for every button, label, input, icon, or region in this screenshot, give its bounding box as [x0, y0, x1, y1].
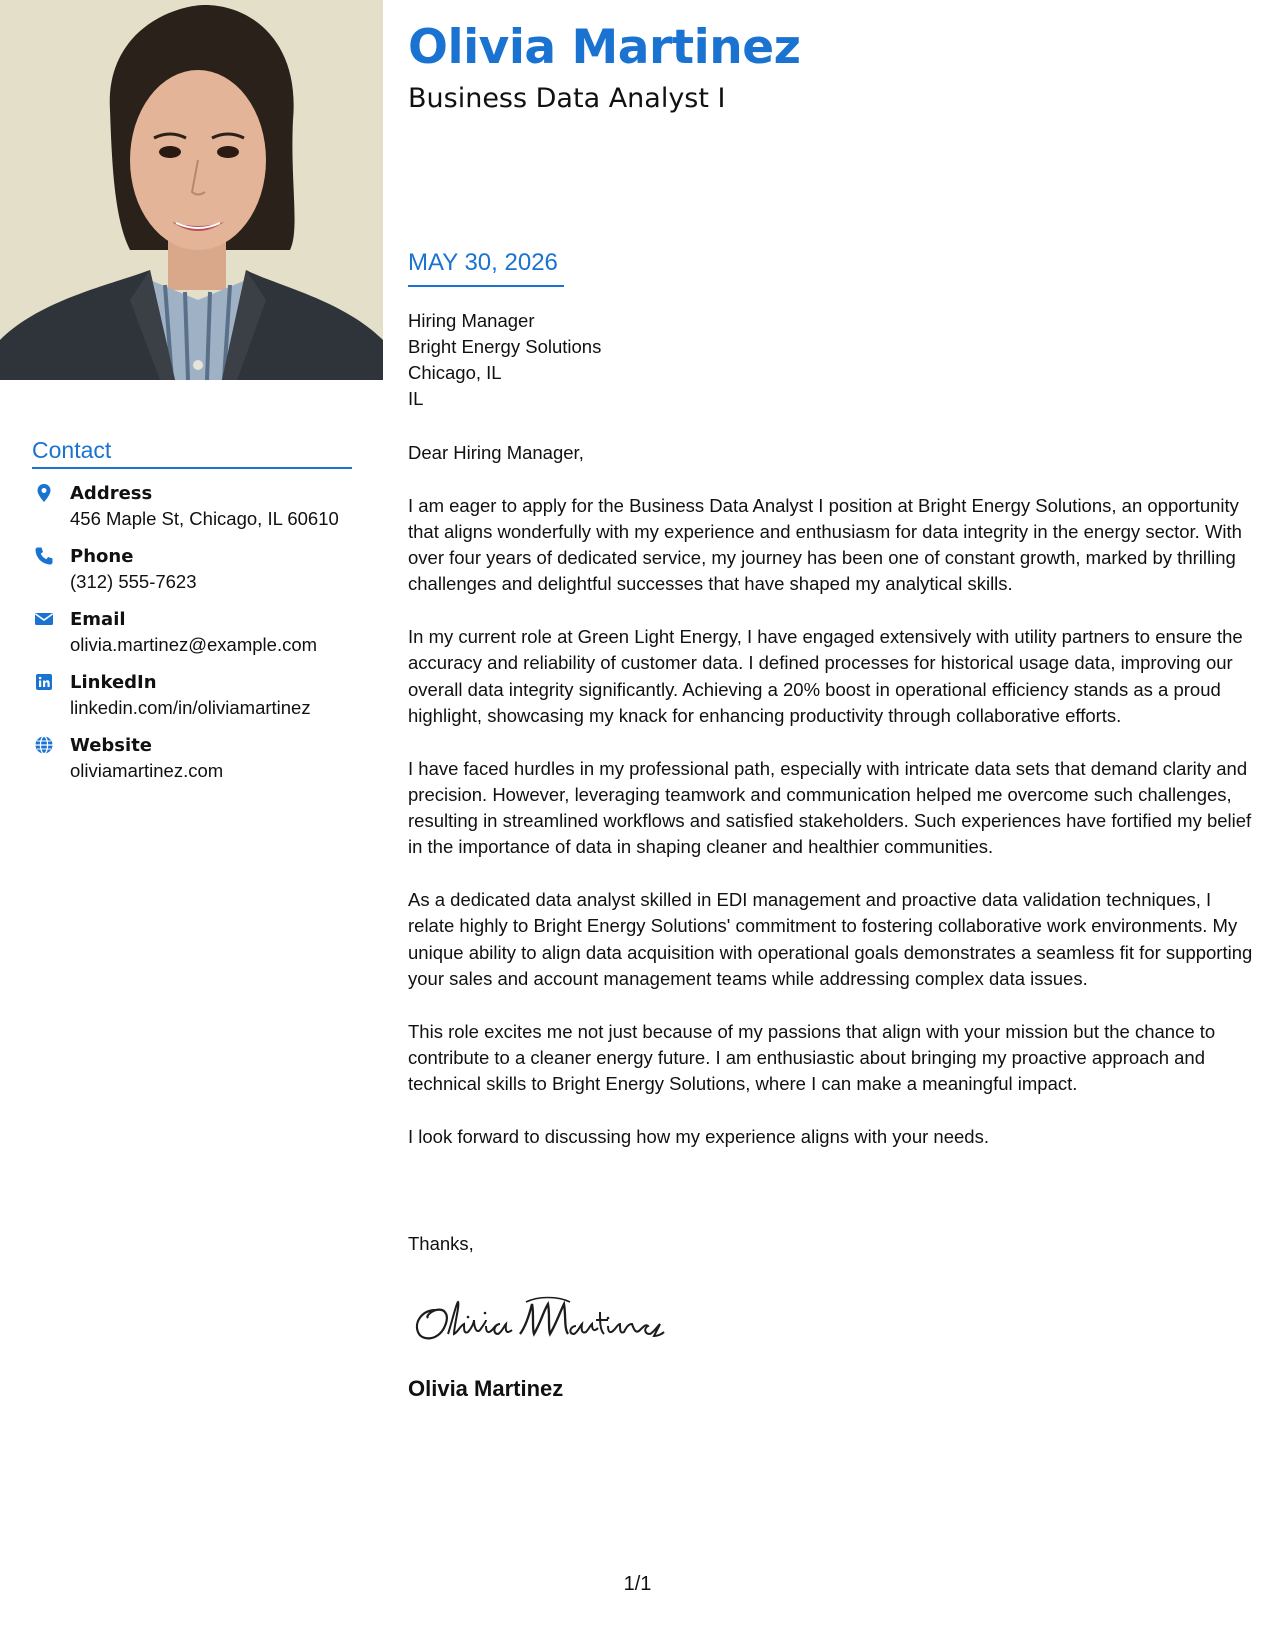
- contact-label: LinkedIn: [70, 672, 157, 694]
- address-value: 456 Maple St, Chicago, IL 60610: [70, 508, 339, 530]
- globe-icon: [34, 735, 54, 755]
- contact-label: Address: [70, 483, 153, 505]
- date-underline: [408, 285, 564, 287]
- signer-name: Olivia Martinez: [408, 1376, 564, 1401]
- map-pin-icon: [34, 483, 54, 503]
- contact-label: Email: [70, 609, 126, 631]
- linkedin-icon: [34, 672, 54, 692]
- recipient-state: IL: [408, 388, 424, 409]
- profile-photo: [0, 0, 383, 380]
- contact-label: Phone: [70, 546, 134, 568]
- letter-date: MAY 30, 2026: [408, 249, 558, 276]
- phone-value[interactable]: (312) 555-7623: [70, 571, 197, 593]
- letter-paragraph: As a dedicated data analyst skilled in EDI management and proactive data validation techniques, I relate highly to Bright Energy Solutions' commitment to fostering collaborative work environments. My unique ability to align data acquisition with operational goals demonstrates a seamless fit for supporting your sales and account management teams while addressing complex data issues.: [408, 889, 1253, 989]
- website-value[interactable]: oliviamartinez.com: [70, 760, 224, 782]
- contact-item-address: [32, 481, 352, 544]
- contact-item-linkedin: [32, 670, 352, 733]
- phone-icon: [34, 546, 54, 566]
- linkedin-value[interactable]: linkedin.com/in/oliviamartinez: [70, 697, 311, 719]
- contact-item-phone: [32, 544, 352, 607]
- letter-paragraph: I have faced hurdles in my professional path, especially with intricate data sets that demand clarity and precision. However, leveraging teamwork and communication helped me overcome such challenges, resulting in streamlined workflows and satisfied stakeholders. Such experiences have fortified my belief in the importance of data in shaping cleaner and healthier communities.: [408, 757, 1252, 858]
- email-icon: [34, 609, 54, 629]
- job-title: Business Data Analyst I: [408, 83, 726, 114]
- letter-paragraph: I look forward to discussing how my experience aligns with your needs.: [408, 1125, 989, 1147]
- recipient-city: Chicago, IL: [408, 362, 502, 383]
- page-number: 1/1: [623, 1573, 652, 1595]
- contact-section: [32, 438, 352, 796]
- contact-heading: Contact: [32, 438, 352, 469]
- recipient-block: [408, 308, 601, 412]
- salutation: Dear Hiring Manager,: [408, 442, 584, 463]
- contact-list: [32, 481, 352, 796]
- email-value[interactable]: olivia.martinez@example.com: [70, 634, 318, 656]
- contact-item-email: [32, 607, 352, 670]
- recipient-company: Bright Energy Solutions: [408, 336, 602, 357]
- handwritten-signature: [408, 1282, 668, 1352]
- closing: Thanks,: [408, 1233, 474, 1254]
- letter-body: [408, 440, 1253, 1176]
- contact-item-website: [32, 733, 352, 796]
- letter-paragraph: I am eager to apply for the Business Data Analyst I position at Bright Energy Solutions, an opportunity that aligns wonderfully with my experience and enthusiasm for data integrity in the energy sector. With over four years of dedicated service, my journey has been one of constant growth, marked by thrilling challenges and delightful successes that have shaped my analytical skills.: [408, 494, 1242, 595]
- recipient-title: Hiring Manager: [408, 310, 535, 331]
- contact-label: Website: [70, 735, 153, 757]
- letter-paragraph: In my current role at Green Light Energy, I have engaged extensively with utility partners to ensure the accuracy and reliability of customer data. I defined processes for historical usage data, improving our overall data integrity significantly. Achieving a 20% boost in operational efficiency stands as a proud highlight, showcasing my knack for enhancing productivity through collaborative efforts.: [408, 626, 1243, 726]
- candidate-name: Olivia Martinez: [408, 20, 801, 75]
- letter-paragraph: This role excites me not just because of my passions that align with your mission but the chance to contribute to a cleaner energy future. I am enthusiastic about bringing my proactive approach and technical skills to Bright Energy Solutions, where I can make a meaningful impact.: [408, 1020, 1216, 1095]
